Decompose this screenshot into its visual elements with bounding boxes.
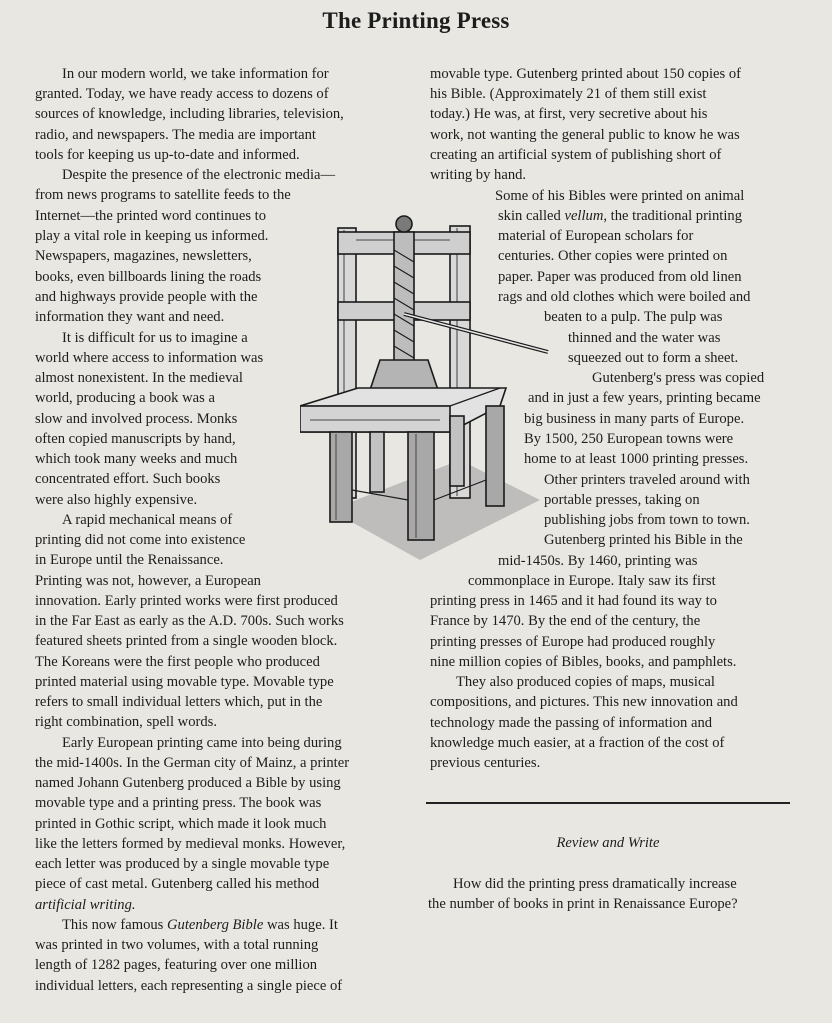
text-line: The Koreans were the first people who produced [35,654,320,670]
text-line: Printing was not, however, a European [35,573,261,589]
text-line: portable presses, taking on [544,492,700,508]
text-line: granted. Today, we have ready access to dozens of [35,86,329,102]
text-line: was printed in two volumes, with a total running [35,937,319,953]
text-line: in Europe until the Renaissance. [35,552,224,568]
text-line: printed material using movable type. Movable type [35,674,334,690]
text-line: world, producing a book was a [35,390,215,406]
text-line: printed in Gothic script, which made it look much [35,816,327,832]
text-line: concentrated effort. Such books [35,471,221,487]
text-line: in the Far East as early as the A.D. 700s. Such works [35,613,344,629]
review-heading: Review and Write [556,835,660,851]
text-line: Early European printing came into being during [62,735,342,751]
text-line: information they want and need. [35,309,225,325]
printing-press-illustration [300,210,550,570]
text-line: creating an artificial system of publishing short of [430,147,722,163]
text-line: almost nonexistent. In the medieval [35,370,243,386]
text-line: big business in many parts of Europe. [524,411,745,427]
text-line: the mid-1400s. In the German city of Mainz, a printer [35,755,350,771]
text-line: right combination, spell words. [35,714,217,730]
text-line: radio, and newspapers. The media are important [35,127,316,143]
text-line: This now famous Gutenberg Bible was huge. It [62,917,338,933]
text-line: writing by hand. [430,167,527,183]
review-question-line-1: How did the printing press dramatically increase [453,876,737,892]
text-line: paper. Paper was produced from old linen [498,269,742,285]
text-line: innovation. Early printed works were first produced [35,593,338,609]
text-line: Other printers traveled around with [544,472,750,488]
text-line: publishing jobs from town to town. [544,512,750,528]
text-line: knowledge much easier, at a fraction of the cost of [430,735,725,751]
text-line: nine million copies of Bibles, books, and pamphlets. [430,654,737,670]
text-line: skin called vellum, the traditional printing [498,208,742,224]
text-line: tools for keeping us up-to-date and informed. [35,147,300,163]
text-line: featured sheets printed from a single wooden block. [35,633,338,649]
text-line: sources of knowledge, including libraries, television, [35,106,344,122]
text-line: today.) He was, at first, very secretive about his [430,106,708,122]
text-line: Internet—the printed word continues to [35,208,267,224]
text-line: were also highly expensive. [35,492,198,508]
text-line: each letter was produced by a single movable type [35,856,330,872]
text-line: Despite the presence of the electronic media— [62,167,336,183]
page-title: The Printing Press [322,8,510,33]
text-line: and highways provide people with the [35,289,258,305]
text-line: which took many weeks and much [35,451,238,467]
text-line: slow and involved process. Monks [35,411,238,427]
text-line: By 1500, 250 European towns were [524,431,734,447]
text-line: world where access to information was [35,350,264,366]
text-line: Newspapers, magazines, newsletters, [35,248,252,264]
text-line: and in just a few years, printing became [528,390,761,406]
text-line: like the letters formed by medieval monks. However, [35,836,346,852]
text-line: printing presses of Europe had produced roughly [430,634,716,650]
text-line: home to at least 1000 printing presses. [524,451,749,467]
text-line: squeezed out to form a sheet. [568,350,739,366]
text-line: refers to small individual letters which, put in the [35,694,323,710]
text-line: piece of cast metal. Gutenberg called his method [35,876,320,892]
text-line: movable type and a printing press. The book was [35,795,322,811]
text-line: They also produced copies of maps, musical [456,674,715,690]
text-line: Gutenberg printed his Bible in the [544,532,743,548]
text-line: from news programs to satellite feeds to the [35,187,291,203]
text-line: often copied manuscripts by hand, [35,431,236,447]
divider-rule [426,802,790,804]
text-line: length of 1282 pages, featuring over one million [35,957,318,973]
text-line: In our modern world, we take information for [62,66,329,82]
text-line: his Bible. (Approximately 21 of them still exist [430,86,707,102]
text-line: centuries. Other copies were printed on [498,248,728,264]
text-line: individual letters, each representing a single piece of [35,978,343,994]
text-line: movable type. Gutenberg printed about 150 copies of [430,66,741,82]
text-line: commonplace in Europe. Italy saw its first [468,573,716,589]
text-line: material of European scholars for [498,228,694,244]
text-line: artificial writing. [35,897,136,913]
text-line: printing press in 1465 and it had found its way to [430,593,717,609]
text-line: rags and old clothes which were boiled and [498,289,751,305]
text-line: work, not wanting the general public to know he was [430,127,740,143]
text-line: A rapid mechanical means of [62,512,233,528]
text-line: mid-1450s. By 1460, printing was [498,553,698,569]
text-line: named Johann Gutenberg produced a Bible by using [35,775,341,791]
text-line: technology made the passing of information and [430,715,713,731]
text-line: previous centuries. [430,755,541,771]
text-line: books, even billboards lining the roads [35,269,262,285]
text-line: compositions, and pictures. This new innovation and [430,694,738,710]
text-line: thinned and the water was [568,330,721,346]
text-line: Some of his Bibles were printed on animal [495,188,745,204]
text-line: play a vital role in keeping us informed. [35,228,269,244]
text-line: beaten to a pulp. The pulp was [544,309,723,325]
text-line: France by 1470. By the end of the century, the [430,613,701,629]
review-question-line-2: the number of books in print in Renaissance Europe? [428,896,738,912]
text-line: It is difficult for us to imagine a [62,330,248,346]
text-line: printing did not come into existence [35,532,246,548]
text-line: Gutenberg's press was copied [592,370,765,386]
